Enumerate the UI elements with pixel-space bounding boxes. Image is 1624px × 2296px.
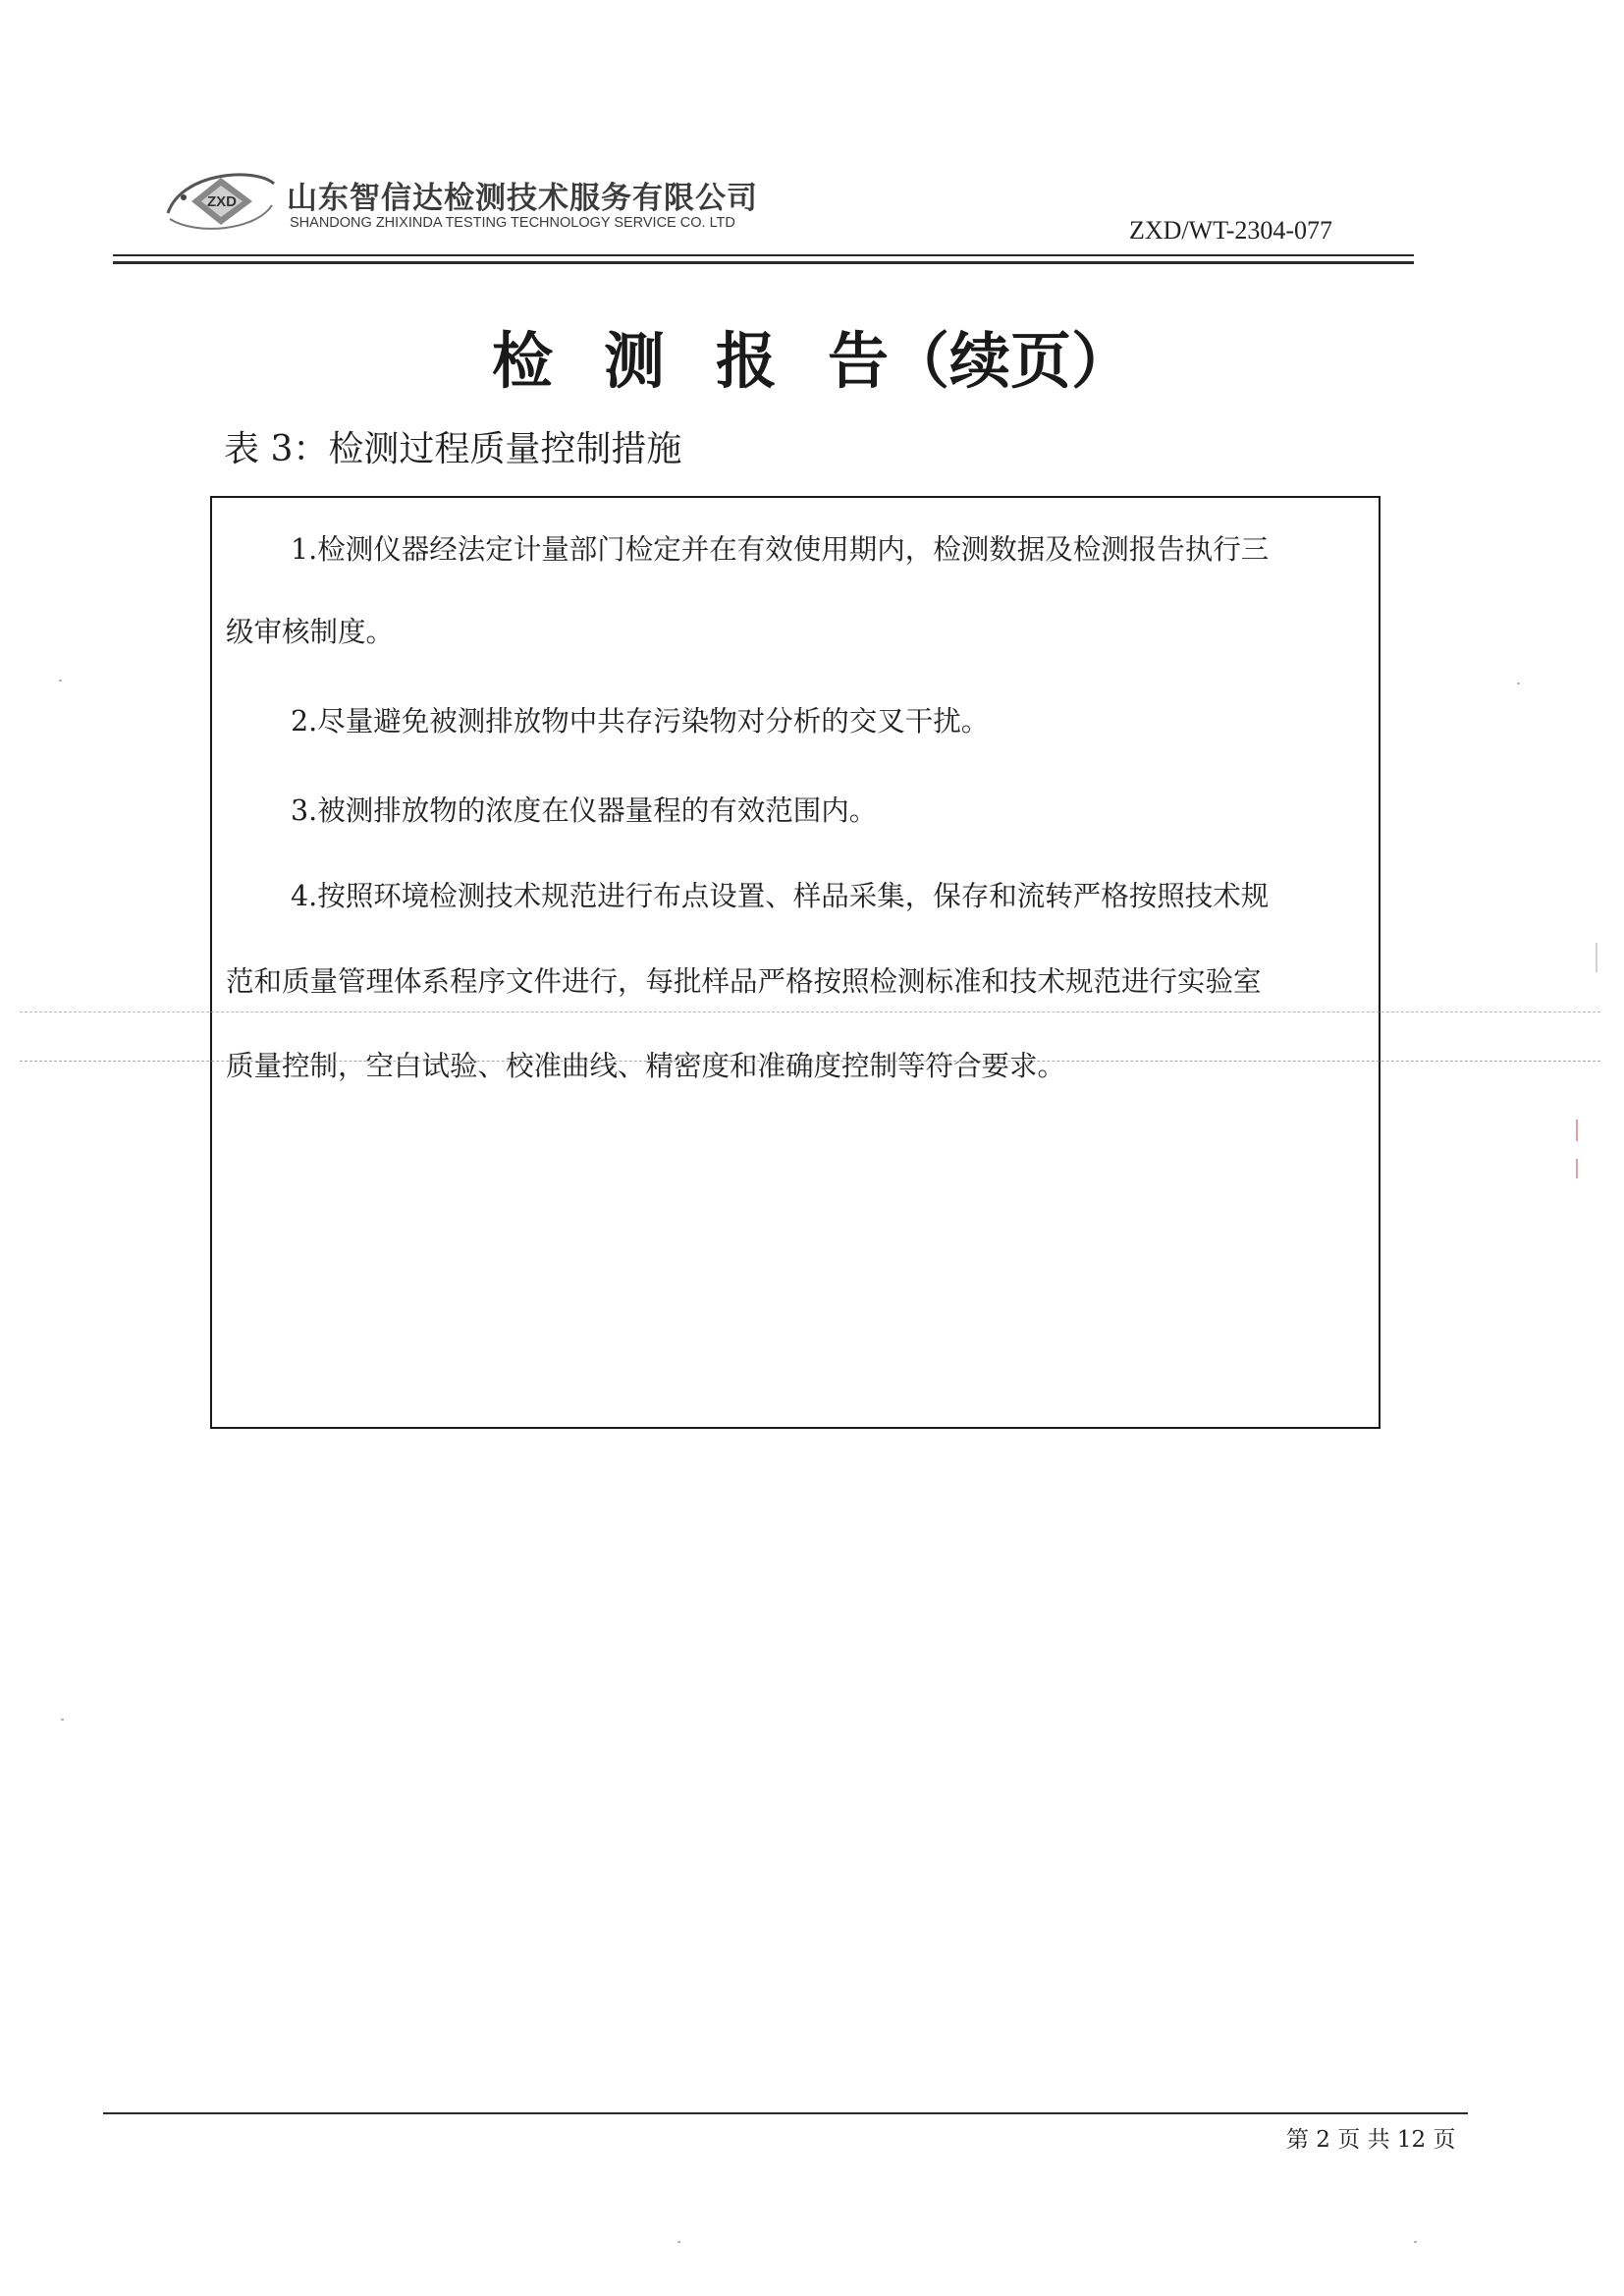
company-name-cn: 山东智信达检测技术服务有限公司 xyxy=(287,181,758,216)
scan-speck xyxy=(1414,2241,1417,2243)
measure-4-line-3: 质量控制，空白试验、校准曲线、精密度和准确度控制等符合要求。 xyxy=(226,1050,1066,1082)
table-caption: 表 3：检测过程质量控制措施 xyxy=(224,429,682,469)
title-char-3: 报 xyxy=(716,325,778,397)
report-number: ZXD/WT-2304-077 xyxy=(1129,216,1333,245)
scan-speck xyxy=(1576,1159,1578,1178)
page-number: 第 2 页 共 12 页 xyxy=(1286,2127,1456,2153)
title-char-2: 测 xyxy=(603,325,665,397)
scan-artifact-line xyxy=(20,1061,1600,1062)
header-rule-thick xyxy=(113,261,1414,264)
scan-speck xyxy=(1576,1120,1578,1141)
logo-text: ZXD xyxy=(207,193,237,210)
scan-speck xyxy=(1517,683,1520,684)
measure-1-line-1: 1.检测仪器经法定计量部门检定并在有效使用期内，检测数据及检测报告执行三 xyxy=(291,533,1270,566)
scan-speck xyxy=(61,1719,64,1721)
company-name-en: SHANDONG ZHIXINDA TESTING TECHNOLOGY SERVICE CO. LTD xyxy=(290,215,735,231)
scan-artifact-line xyxy=(20,1011,1600,1012)
quality-control-table xyxy=(210,496,1380,1429)
scan-speck xyxy=(59,680,62,682)
scan-speck xyxy=(677,2241,680,2243)
page-title xyxy=(0,312,1624,400)
footer-rule xyxy=(103,2112,1468,2114)
measure-3: 3.被测排放物的浓度在仪器量程的有效范围内。 xyxy=(291,794,878,827)
measure-4-line-2: 范和质量管理体系程序文件进行，每批样品严格按照检测标准和技术规范进行实验室 xyxy=(226,965,1262,998)
header-rule-thin xyxy=(113,254,1414,256)
logo-dot xyxy=(181,194,187,200)
measure-4-line-1: 4.按照环境检测技术规范进行布点设置、样品采集，保存和流转严格按照技术规 xyxy=(291,880,1270,912)
scan-speck xyxy=(1596,943,1597,972)
measure-2: 2.尽量避免被测排放物中共存污染物对分析的交叉干扰。 xyxy=(291,705,990,738)
title-char-4: 告（续页） xyxy=(828,325,1133,397)
measure-1-line-2: 级审核制度。 xyxy=(226,616,395,648)
title-char-1: 检 xyxy=(491,325,553,397)
company-logo xyxy=(162,162,280,241)
